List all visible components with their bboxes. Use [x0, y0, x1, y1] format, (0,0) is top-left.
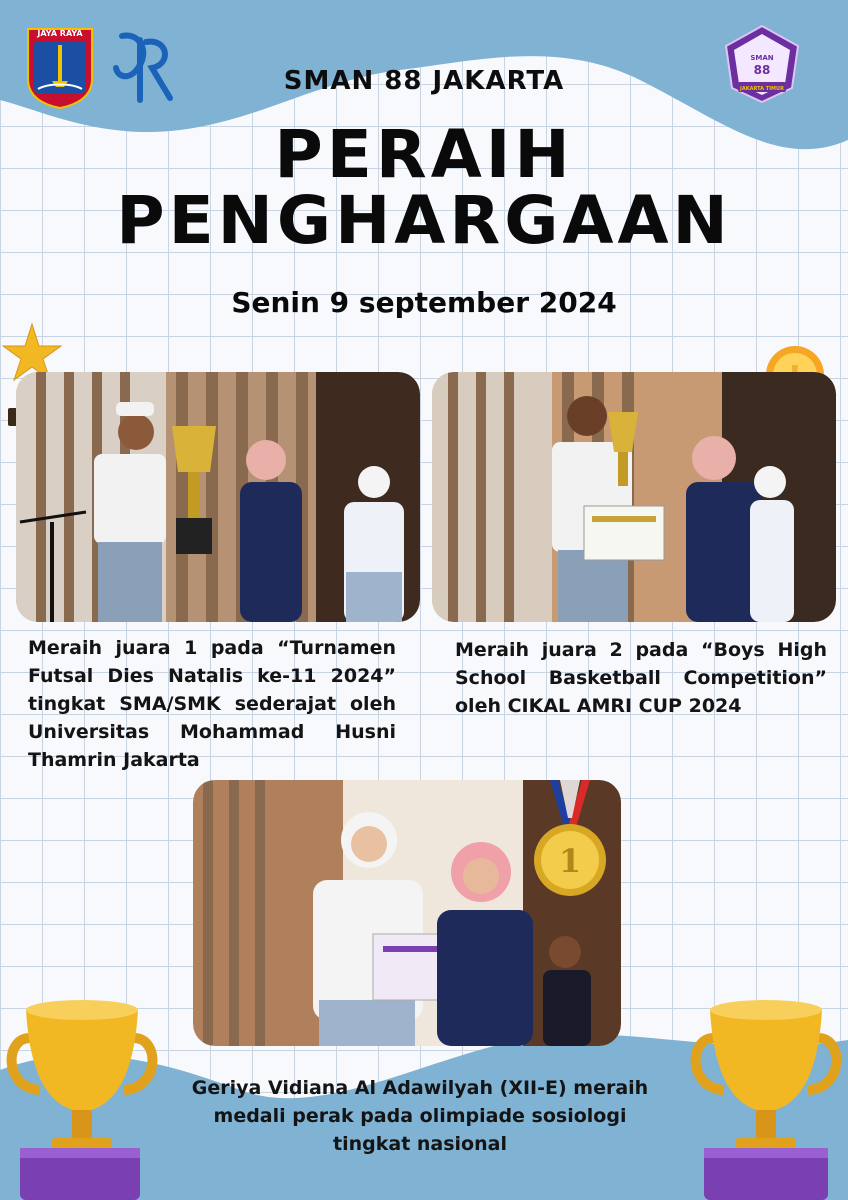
- school-name: SMAN 88 JAKARTA: [283, 66, 565, 96]
- trophy-right-icon: [678, 998, 848, 1200]
- caption-basketball: Meraih juara 2 pada “Boys High School Basketball Competition” oleh CIKAL AMRI CUP 2024: [455, 639, 827, 717]
- title-line-2: PENGHARGAAN: [116, 182, 732, 259]
- event-date: Senin 9 september 2024: [231, 286, 617, 319]
- sman88-logo-number: 88: [753, 63, 771, 77]
- jaya-raya-logo-text: JAYA RAYA: [37, 29, 83, 38]
- caption-futsal: Meraih juara 1 pada “Turnamen Futsal Dies Natalis ke-11 2024” tingkat SMA/SMK sederajat oleh Universitas Mohammad Husni Thamrin Jakarta: [28, 637, 396, 771]
- title-line-1: PERAIH: [274, 116, 574, 193]
- sman88-logo-bottom: JAKARTA TIMUR: [740, 86, 784, 92]
- medal-number: 1: [558, 842, 582, 880]
- caption-sociology: Geriya Vidiana Al Adawilyah (XII-E) meraih medali perak pada olimpiade sosiologi tingkat nasional: [191, 1077, 649, 1155]
- photo-basketball-award: [432, 372, 836, 622]
- trophy-left-icon: [0, 998, 170, 1200]
- gold-medal-icon: [530, 778, 610, 902]
- sman88-logo-top: SMAN: [750, 54, 774, 62]
- photo-futsal-award: [16, 372, 420, 622]
